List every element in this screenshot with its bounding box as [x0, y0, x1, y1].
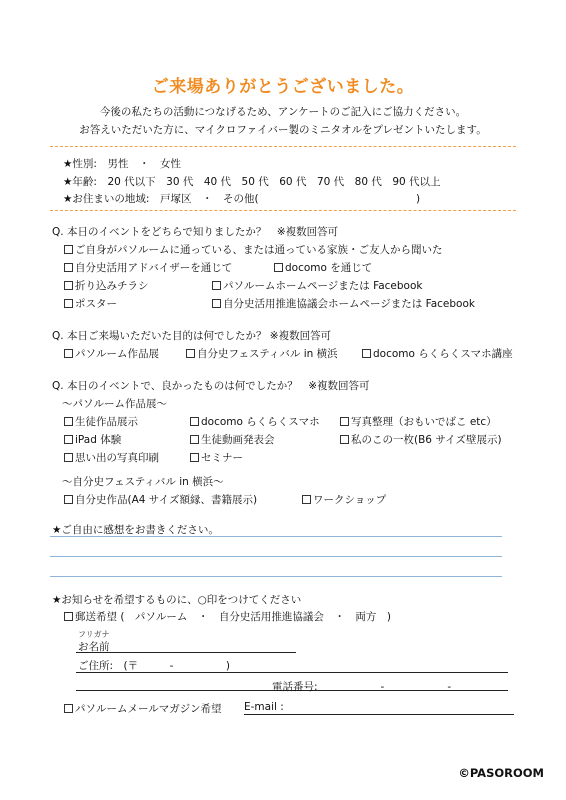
profile-bottom-divider: [50, 210, 516, 211]
name-label: お名前: [78, 641, 110, 653]
checkbox[interactable]: [362, 349, 371, 358]
q1-option-3[interactable]: docomo を通じて: [274, 260, 372, 275]
name-field[interactable]: [76, 652, 296, 653]
checkbox[interactable]: [64, 245, 73, 254]
age-field[interactable]: ★年齢: 20 代以下 30 代 40 代 50 代 60 代 70 代 80 代 90 代以上: [63, 176, 441, 188]
address-label: ご住所: (〒 - ): [78, 660, 231, 672]
q1-option-5[interactable]: パソルームホームページまたは Facebook: [212, 278, 422, 293]
q3-option-6[interactable]: 私のこの一枚(B6 サイズ壁展示): [340, 432, 502, 447]
checkbox[interactable]: [190, 435, 199, 444]
intro-line-2: お答えいただいた方に、マイクロファイバー製のミニタオルをプレゼントいたします。: [79, 124, 487, 136]
q2-option-1[interactable]: パソルーム作品展: [64, 346, 159, 361]
q2-option-2[interactable]: 自分史フェスティバル in 横浜: [186, 346, 338, 361]
impressions-rule-2[interactable]: [50, 556, 502, 557]
checkbox[interactable]: [212, 299, 221, 308]
q1-option-7[interactable]: 自分史活用推進協議会ホームページまたは Facebook: [212, 296, 475, 311]
checkbox[interactable]: [190, 417, 199, 426]
profile-top-divider: [50, 146, 516, 147]
impressions-heading: ★ご自由に感想をお書きください。: [52, 524, 219, 536]
contact-heading: ★お知らせを希望するものに、○印をつけてください: [52, 594, 302, 606]
q1-option-4[interactable]: 折り込みチラシ: [64, 278, 149, 293]
q3-option-10[interactable]: ワークショップ: [302, 492, 386, 507]
checkbox[interactable]: [64, 704, 73, 713]
checkbox[interactable]: [302, 495, 311, 504]
q3-option-5[interactable]: 生徒動画発表会: [190, 432, 275, 447]
checkbox[interactable]: [64, 281, 73, 290]
q1-option-1[interactable]: ご自身がパソルームに通っている、または通っている家族・ご友人から聞いた: [64, 242, 443, 257]
mail-option[interactable]: 郵送希望 ( パソルーム ・ 自分史活用推進協議会 ・ 両方 ): [64, 609, 391, 624]
q3-option-4[interactable]: iPad 体験: [64, 432, 121, 447]
area-field[interactable]: ★お住まいの地域: 戸塚区 ・ その他( ): [63, 193, 421, 205]
checkbox[interactable]: [186, 349, 195, 358]
q2-option-3[interactable]: docomo らくらくスマホ講座: [362, 346, 513, 361]
q3-option-9[interactable]: 自分史作品(A4 サイズ額縁、書籍展示): [64, 492, 257, 507]
phone-label: 電話番号: - -: [272, 681, 452, 693]
checkbox[interactable]: [212, 281, 221, 290]
checkbox[interactable]: [340, 435, 349, 444]
gender-field[interactable]: ★性別: 男性 ・ 女性: [63, 158, 181, 170]
q3-option-2[interactable]: docomo らくらくスマホ: [190, 414, 320, 429]
checkbox[interactable]: [64, 495, 73, 504]
q3-group-2-heading: ～自分史フェスティバル in 横浜～: [62, 476, 224, 488]
q1-question: Q. 本日のイベントをどちらで知りましたか？ ※複数回答可: [52, 226, 339, 238]
address-field[interactable]: [76, 672, 508, 673]
checkbox[interactable]: [64, 453, 73, 462]
email-label: E-mail :: [244, 701, 284, 713]
email-field[interactable]: [244, 714, 514, 715]
checkbox[interactable]: [64, 299, 73, 308]
checkbox[interactable]: [64, 612, 73, 621]
q3-option-3[interactable]: 写真整理（おもいでばこ etc）: [340, 414, 497, 429]
checkbox[interactable]: [64, 435, 73, 444]
q3-option-7[interactable]: 思い出の写真印刷: [64, 450, 159, 465]
intro-line-1: 今後の私たちの活動につなげるため、アンケートのご記入にご協力ください。: [99, 106, 467, 118]
magazine-option[interactable]: パソルームメールマガジン希望: [64, 701, 222, 716]
checkbox[interactable]: [340, 417, 349, 426]
copyright: ©PASOROOM: [458, 766, 544, 780]
checkbox[interactable]: [64, 349, 73, 358]
q3-question: Q. 本日のイベントで、良かったものは何でしたか？ ※複数回答可: [52, 380, 370, 392]
q1-option-2[interactable]: 自分史活用アドバイザーを通じて: [64, 260, 232, 275]
checkbox[interactable]: [274, 263, 283, 272]
checkbox[interactable]: [64, 263, 73, 272]
q3-option-1[interactable]: 生徒作品展示: [64, 414, 138, 429]
q3-option-8[interactable]: セミナー: [190, 450, 243, 465]
checkbox[interactable]: [190, 453, 199, 462]
q2-question: Q. 本日ご来場いただいた目的は何でしたか？ ※複数回答可: [52, 330, 332, 342]
page-title: ご来場ありがとうございました。: [151, 77, 415, 97]
impressions-rule-1[interactable]: [50, 536, 502, 537]
q1-option-6[interactable]: ポスター: [64, 296, 117, 311]
checkbox[interactable]: [64, 417, 73, 426]
furigana-label: フリガナ: [78, 630, 110, 639]
q3-group-1-heading: ～パソルーム作品展～: [62, 398, 167, 410]
impressions-rule-3[interactable]: [50, 576, 502, 577]
